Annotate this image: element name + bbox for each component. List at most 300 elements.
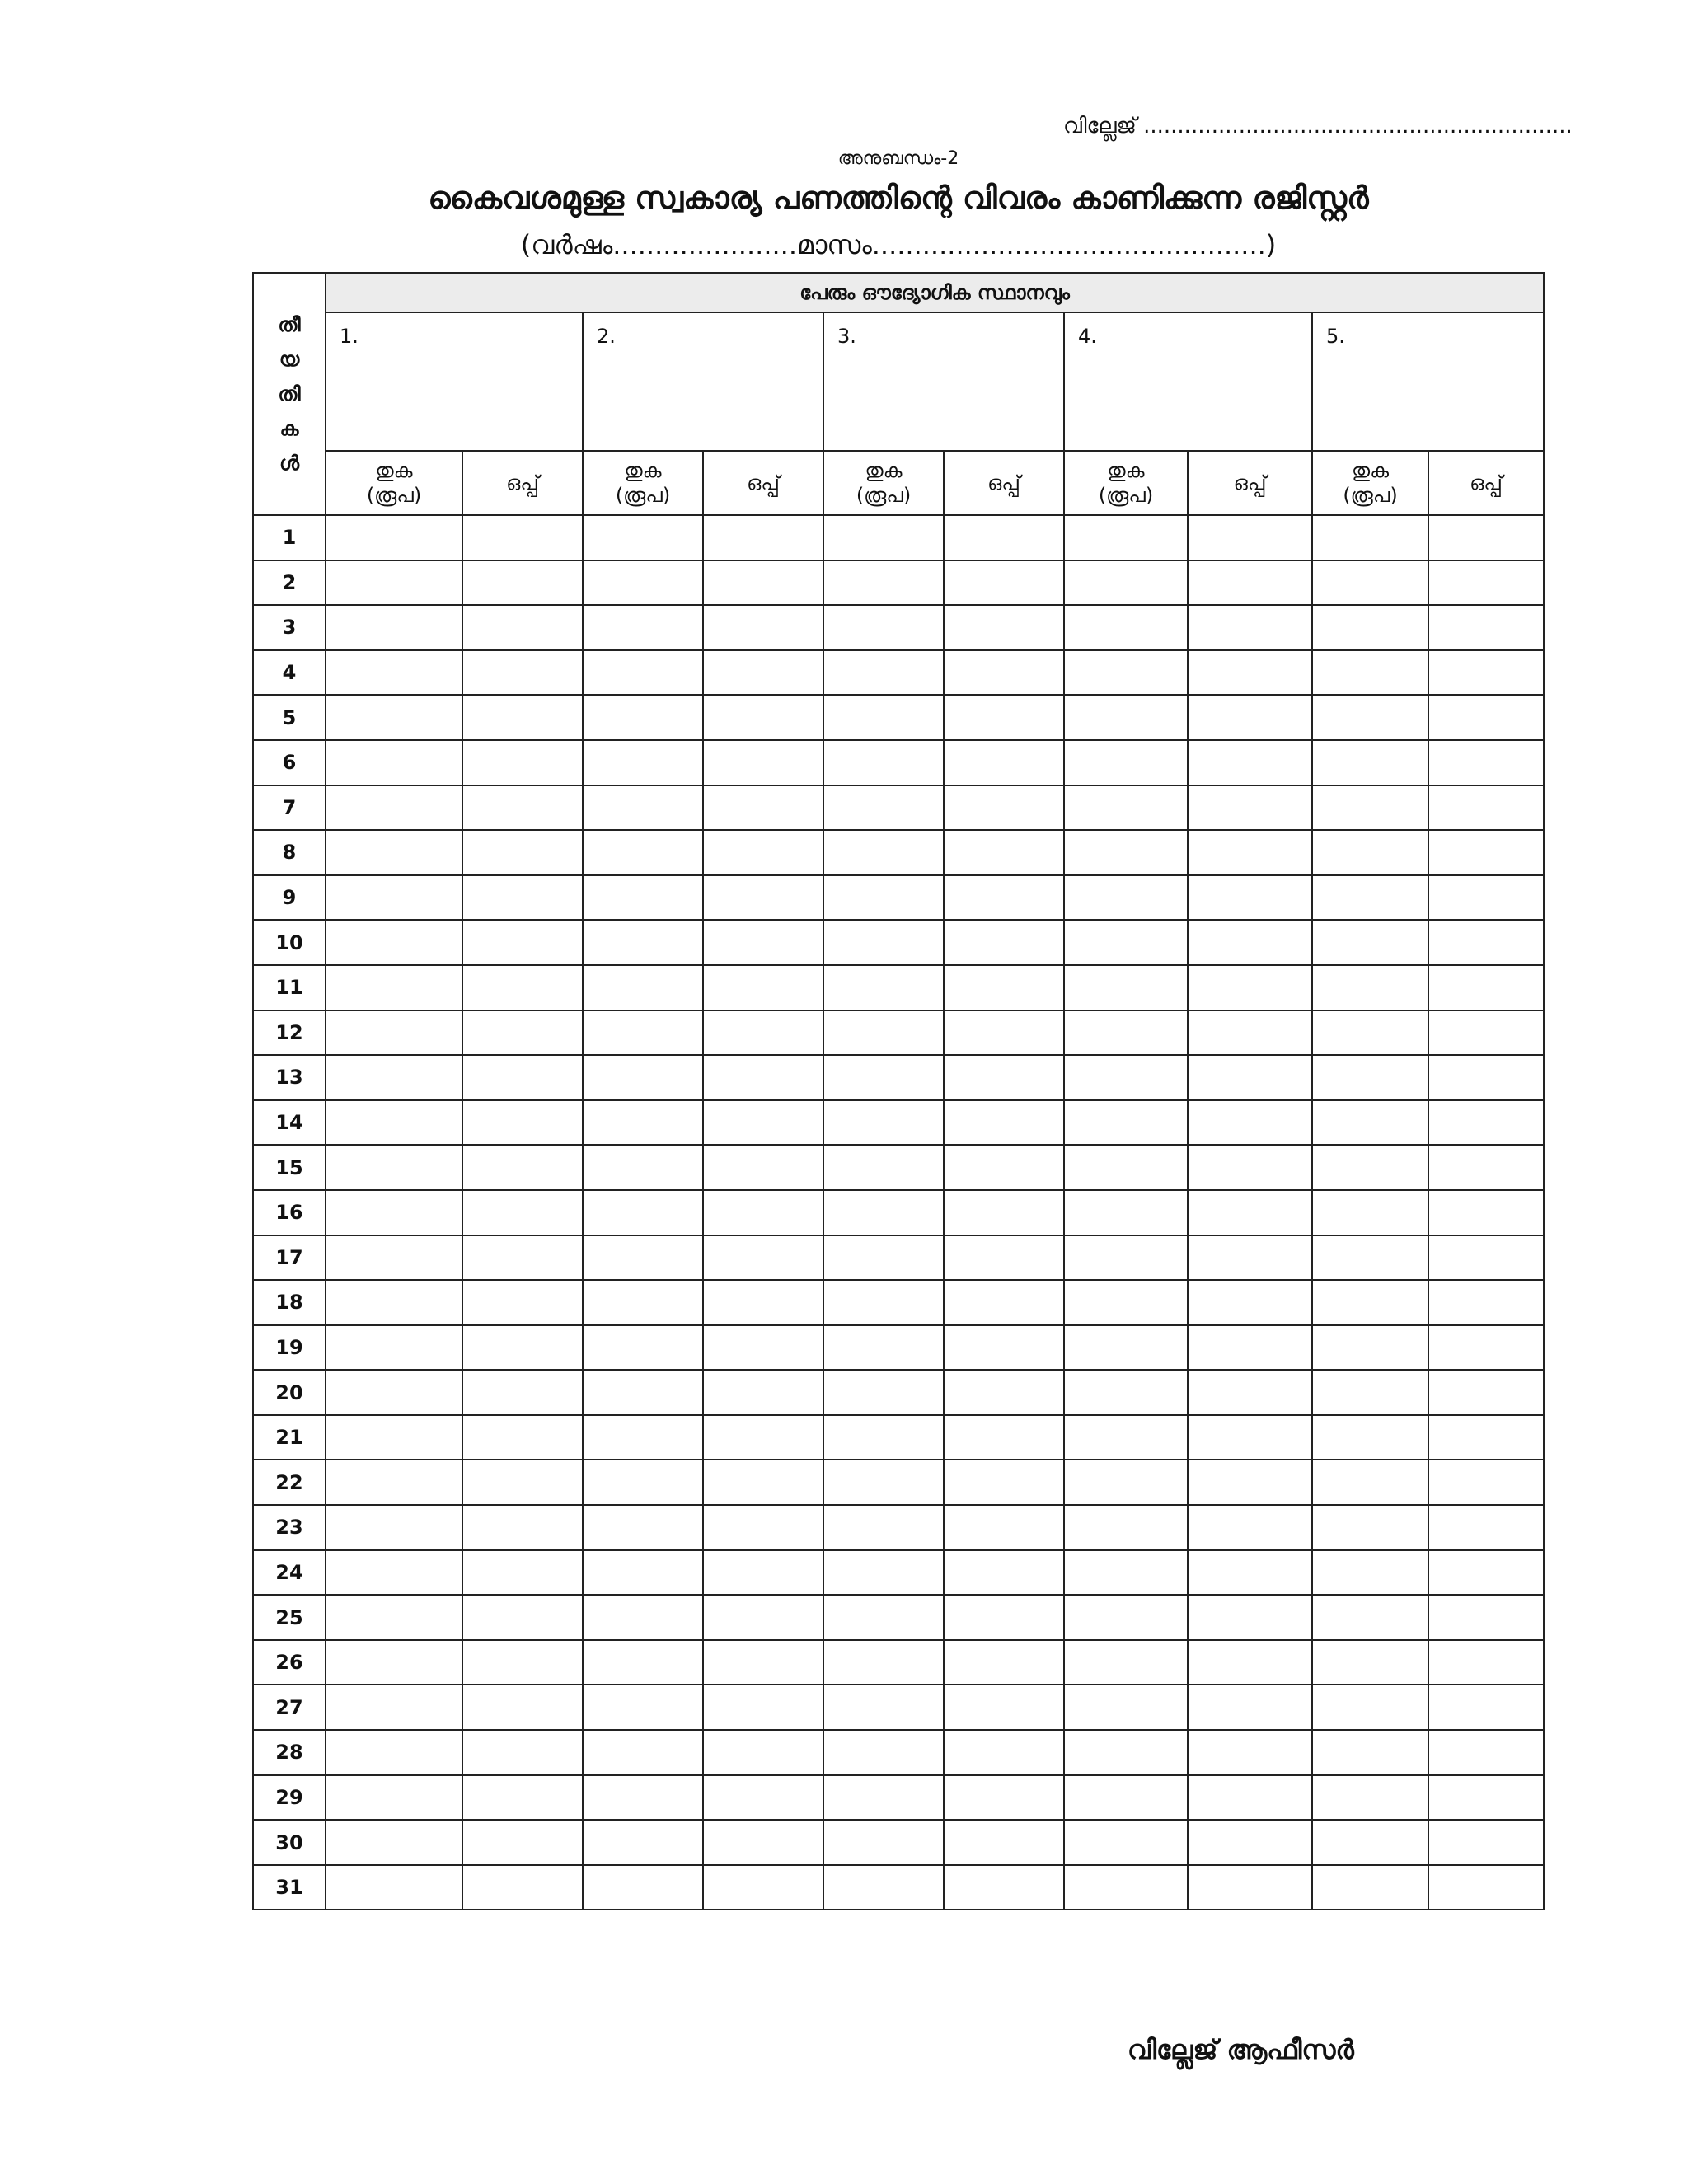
amount-cell[interactable] — [583, 1415, 703, 1460]
signature-cell[interactable] — [1428, 1865, 1544, 1910]
signature-cell[interactable] — [462, 1235, 583, 1281]
signature-cell[interactable] — [462, 1280, 583, 1325]
signature-cell[interactable] — [462, 1190, 583, 1235]
amount-cell[interactable] — [1064, 1325, 1188, 1371]
amount-cell[interactable] — [1064, 740, 1188, 785]
signature-cell[interactable] — [1428, 1595, 1544, 1640]
amount-cell[interactable] — [583, 515, 703, 560]
amount-cell[interactable] — [823, 1595, 944, 1640]
amount-cell[interactable] — [1064, 1685, 1188, 1730]
amount-cell[interactable] — [823, 1505, 944, 1550]
amount-cell[interactable] — [823, 920, 944, 965]
signature-cell[interactable] — [703, 875, 823, 921]
signature-cell[interactable] — [1188, 1820, 1312, 1865]
amount-cell[interactable] — [1064, 1280, 1188, 1325]
signature-cell[interactable] — [462, 695, 583, 740]
amount-cell[interactable] — [583, 920, 703, 965]
signature-cell[interactable] — [944, 1235, 1064, 1281]
signature-cell[interactable] — [703, 1460, 823, 1505]
amount-cell[interactable] — [1312, 1190, 1428, 1235]
amount-cell[interactable] — [583, 605, 703, 650]
amount-cell[interactable] — [326, 1550, 462, 1596]
amount-cell[interactable] — [326, 1415, 462, 1460]
amount-cell[interactable] — [1312, 560, 1428, 606]
amount-cell[interactable] — [1064, 1820, 1188, 1865]
amount-cell[interactable] — [1064, 1730, 1188, 1775]
signature-cell[interactable] — [703, 785, 823, 831]
signature-cell[interactable] — [703, 1730, 823, 1775]
amount-cell[interactable] — [1312, 515, 1428, 560]
signature-cell[interactable] — [1188, 740, 1312, 785]
amount-cell[interactable] — [1312, 1370, 1428, 1415]
signature-cell[interactable] — [703, 965, 823, 1010]
amount-cell[interactable] — [326, 1010, 462, 1056]
signature-cell[interactable] — [944, 1730, 1064, 1775]
signature-cell[interactable] — [703, 1280, 823, 1325]
signature-cell[interactable] — [462, 1415, 583, 1460]
amount-cell[interactable] — [823, 1550, 944, 1596]
signature-cell[interactable] — [944, 1010, 1064, 1056]
amount-cell[interactable] — [823, 605, 944, 650]
amount-cell[interactable] — [823, 1775, 944, 1821]
amount-cell[interactable] — [1312, 1010, 1428, 1056]
amount-cell[interactable] — [583, 1865, 703, 1910]
signature-cell[interactable] — [1428, 1010, 1544, 1056]
amount-cell[interactable] — [583, 1100, 703, 1146]
signature-cell[interactable] — [1428, 1505, 1544, 1550]
amount-cell[interactable] — [1064, 1370, 1188, 1415]
signature-cell[interactable] — [944, 650, 1064, 696]
amount-cell[interactable] — [1312, 875, 1428, 921]
amount-cell[interactable] — [1312, 1280, 1428, 1325]
signature-cell[interactable] — [1428, 1055, 1544, 1100]
amount-cell[interactable] — [1312, 1325, 1428, 1371]
signature-cell[interactable] — [462, 1685, 583, 1730]
amount-cell[interactable] — [1064, 1415, 1188, 1460]
signature-cell[interactable] — [703, 1865, 823, 1910]
signature-cell[interactable] — [703, 1325, 823, 1371]
amount-cell[interactable] — [1312, 1775, 1428, 1821]
amount-cell[interactable] — [583, 740, 703, 785]
signature-cell[interactable] — [703, 1055, 823, 1100]
signature-cell[interactable] — [1188, 1550, 1312, 1596]
amount-cell[interactable] — [326, 1865, 462, 1910]
amount-cell[interactable] — [326, 1145, 462, 1190]
amount-cell[interactable] — [583, 1055, 703, 1100]
amount-cell[interactable] — [823, 875, 944, 921]
signature-cell[interactable] — [1428, 1685, 1544, 1730]
signature-cell[interactable] — [1428, 1235, 1544, 1281]
signature-cell[interactable] — [1188, 1685, 1312, 1730]
signature-cell[interactable] — [703, 1145, 823, 1190]
amount-cell[interactable] — [583, 1325, 703, 1371]
signature-cell[interactable] — [1428, 920, 1544, 965]
amount-cell[interactable] — [1312, 920, 1428, 965]
amount-cell[interactable] — [1312, 1100, 1428, 1146]
amount-cell[interactable] — [1064, 1775, 1188, 1821]
signature-cell[interactable] — [462, 785, 583, 831]
signature-cell[interactable] — [1188, 1280, 1312, 1325]
amount-cell[interactable] — [823, 650, 944, 696]
amount-cell[interactable] — [823, 1190, 944, 1235]
amount-cell[interactable] — [823, 785, 944, 831]
signature-cell[interactable] — [462, 965, 583, 1010]
signature-cell[interactable] — [1428, 1280, 1544, 1325]
signature-cell[interactable] — [703, 1775, 823, 1821]
amount-cell[interactable] — [583, 1595, 703, 1640]
signature-cell[interactable] — [1428, 1415, 1544, 1460]
signature-cell[interactable] — [944, 1055, 1064, 1100]
signature-cell[interactable] — [462, 1505, 583, 1550]
amount-cell[interactable] — [326, 1775, 462, 1821]
amount-cell[interactable] — [823, 965, 944, 1010]
amount-cell[interactable] — [823, 1325, 944, 1371]
signature-cell[interactable] — [944, 1640, 1064, 1685]
amount-cell[interactable] — [823, 1730, 944, 1775]
signature-cell[interactable] — [944, 965, 1064, 1010]
signature-cell[interactable] — [1188, 1190, 1312, 1235]
signature-cell[interactable] — [703, 1640, 823, 1685]
signature-cell[interactable] — [1188, 1370, 1312, 1415]
signature-cell[interactable] — [703, 1415, 823, 1460]
amount-cell[interactable] — [583, 1505, 703, 1550]
signature-cell[interactable] — [462, 830, 583, 875]
signature-cell[interactable] — [944, 830, 1064, 875]
amount-cell[interactable] — [1312, 1550, 1428, 1596]
signature-cell[interactable] — [1188, 920, 1312, 965]
signature-cell[interactable] — [944, 515, 1064, 560]
signature-cell[interactable] — [462, 1865, 583, 1910]
amount-cell[interactable] — [583, 1280, 703, 1325]
signature-cell[interactable] — [462, 515, 583, 560]
amount-cell[interactable] — [583, 1730, 703, 1775]
amount-cell[interactable] — [583, 695, 703, 740]
amount-cell[interactable] — [1064, 1055, 1188, 1100]
signature-cell[interactable] — [1428, 1145, 1544, 1190]
amount-cell[interactable] — [326, 560, 462, 606]
amount-cell[interactable] — [326, 740, 462, 785]
amount-cell[interactable] — [583, 785, 703, 831]
signature-cell[interactable] — [944, 1505, 1064, 1550]
amount-cell[interactable] — [1312, 1505, 1428, 1550]
signature-cell[interactable] — [703, 1190, 823, 1235]
signature-cell[interactable] — [1188, 1460, 1312, 1505]
amount-cell[interactable] — [1064, 605, 1188, 650]
amount-cell[interactable] — [583, 1775, 703, 1821]
signature-cell[interactable] — [1188, 1730, 1312, 1775]
amount-cell[interactable] — [326, 1640, 462, 1685]
signature-cell[interactable] — [462, 1460, 583, 1505]
amount-cell[interactable] — [1064, 1865, 1188, 1910]
amount-cell[interactable] — [1064, 920, 1188, 965]
amount-cell[interactable] — [1064, 785, 1188, 831]
amount-cell[interactable] — [1064, 1145, 1188, 1190]
amount-cell[interactable] — [326, 965, 462, 1010]
signature-cell[interactable] — [944, 1865, 1064, 1910]
signature-cell[interactable] — [1428, 695, 1544, 740]
amount-cell[interactable] — [583, 830, 703, 875]
amount-cell[interactable] — [1312, 1820, 1428, 1865]
signature-cell[interactable] — [944, 605, 1064, 650]
signature-cell[interactable] — [462, 650, 583, 696]
signature-cell[interactable] — [1428, 740, 1544, 785]
amount-cell[interactable] — [1064, 695, 1188, 740]
signature-cell[interactable] — [462, 1010, 583, 1056]
signature-cell[interactable] — [462, 920, 583, 965]
amount-cell[interactable] — [326, 1820, 462, 1865]
amount-cell[interactable] — [1064, 1460, 1188, 1505]
amount-cell[interactable] — [1064, 1190, 1188, 1235]
signature-cell[interactable] — [1188, 1010, 1312, 1056]
amount-cell[interactable] — [1312, 1415, 1428, 1460]
amount-cell[interactable] — [326, 830, 462, 875]
signature-cell[interactable] — [703, 740, 823, 785]
signature-cell[interactable] — [1188, 1505, 1312, 1550]
amount-cell[interactable] — [823, 515, 944, 560]
signature-cell[interactable] — [462, 1550, 583, 1596]
amount-cell[interactable] — [583, 1370, 703, 1415]
signature-cell[interactable] — [1428, 1775, 1544, 1821]
amount-cell[interactable] — [823, 695, 944, 740]
amount-cell[interactable] — [583, 1010, 703, 1056]
amount-cell[interactable] — [1064, 560, 1188, 606]
signature-cell[interactable] — [462, 1640, 583, 1685]
signature-cell[interactable] — [1188, 1235, 1312, 1281]
amount-cell[interactable] — [583, 875, 703, 921]
signature-cell[interactable] — [1428, 515, 1544, 560]
signature-cell[interactable] — [944, 920, 1064, 965]
signature-cell[interactable] — [1188, 875, 1312, 921]
amount-cell[interactable] — [326, 875, 462, 921]
amount-cell[interactable] — [1064, 875, 1188, 921]
amount-cell[interactable] — [326, 695, 462, 740]
amount-cell[interactable] — [326, 1370, 462, 1415]
amount-cell[interactable] — [1312, 1460, 1428, 1505]
amount-cell[interactable] — [823, 1145, 944, 1190]
signature-cell[interactable] — [1188, 1415, 1312, 1460]
signature-cell[interactable] — [1428, 1550, 1544, 1596]
signature-cell[interactable] — [944, 1190, 1064, 1235]
signature-cell[interactable] — [1188, 1055, 1312, 1100]
signature-cell[interactable] — [944, 785, 1064, 831]
amount-cell[interactable] — [823, 1370, 944, 1415]
amount-cell[interactable] — [1312, 1640, 1428, 1685]
amount-cell[interactable] — [1064, 1640, 1188, 1685]
amount-cell[interactable] — [1064, 650, 1188, 696]
signature-cell[interactable] — [703, 515, 823, 560]
amount-cell[interactable] — [1064, 1550, 1188, 1596]
signature-cell[interactable] — [703, 1010, 823, 1056]
amount-cell[interactable] — [1064, 1505, 1188, 1550]
signature-cell[interactable] — [462, 740, 583, 785]
signature-cell[interactable] — [462, 1325, 583, 1371]
signature-cell[interactable] — [462, 1820, 583, 1865]
amount-cell[interactable] — [1064, 1235, 1188, 1281]
amount-cell[interactable] — [823, 1100, 944, 1146]
amount-cell[interactable] — [583, 1685, 703, 1730]
amount-cell[interactable] — [583, 1460, 703, 1505]
signature-cell[interactable] — [944, 1595, 1064, 1640]
signature-cell[interactable] — [462, 1145, 583, 1190]
signature-cell[interactable] — [1188, 560, 1312, 606]
signature-cell[interactable] — [703, 1685, 823, 1730]
signature-cell[interactable] — [1428, 1190, 1544, 1235]
signature-cell[interactable] — [1188, 1865, 1312, 1910]
amount-cell[interactable] — [1312, 1055, 1428, 1100]
signature-cell[interactable] — [944, 1685, 1064, 1730]
amount-cell[interactable] — [1312, 1145, 1428, 1190]
amount-cell[interactable] — [326, 515, 462, 560]
signature-cell[interactable] — [944, 695, 1064, 740]
amount-cell[interactable] — [326, 1685, 462, 1730]
signature-cell[interactable] — [703, 560, 823, 606]
amount-cell[interactable] — [326, 1100, 462, 1146]
amount-cell[interactable] — [326, 1595, 462, 1640]
amount-cell[interactable] — [1312, 1685, 1428, 1730]
amount-cell[interactable] — [1312, 605, 1428, 650]
amount-cell[interactable] — [326, 920, 462, 965]
amount-cell[interactable] — [1064, 515, 1188, 560]
signature-cell[interactable] — [1428, 965, 1544, 1010]
signature-cell[interactable] — [944, 1775, 1064, 1821]
amount-cell[interactable] — [583, 1820, 703, 1865]
amount-cell[interactable] — [583, 1145, 703, 1190]
signature-cell[interactable] — [703, 605, 823, 650]
signature-cell[interactable] — [462, 875, 583, 921]
signature-cell[interactable] — [1428, 1730, 1544, 1775]
signature-cell[interactable] — [1188, 1145, 1312, 1190]
amount-cell[interactable] — [823, 1415, 944, 1460]
signature-cell[interactable] — [944, 1100, 1064, 1146]
signature-cell[interactable] — [1188, 1640, 1312, 1685]
signature-cell[interactable] — [1428, 560, 1544, 606]
signature-cell[interactable] — [1188, 515, 1312, 560]
amount-cell[interactable] — [1312, 740, 1428, 785]
signature-cell[interactable] — [944, 1370, 1064, 1415]
amount-cell[interactable] — [326, 1730, 462, 1775]
amount-cell[interactable] — [823, 1685, 944, 1730]
signature-cell[interactable] — [1428, 1820, 1544, 1865]
amount-cell[interactable] — [1312, 1595, 1428, 1640]
signature-cell[interactable] — [944, 1145, 1064, 1190]
amount-cell[interactable] — [1312, 695, 1428, 740]
signature-cell[interactable] — [703, 920, 823, 965]
amount-cell[interactable] — [823, 1865, 944, 1910]
signature-cell[interactable] — [944, 560, 1064, 606]
signature-cell[interactable] — [703, 830, 823, 875]
amount-cell[interactable] — [1064, 1595, 1188, 1640]
signature-cell[interactable] — [944, 875, 1064, 921]
amount-cell[interactable] — [1312, 1235, 1428, 1281]
signature-cell[interactable] — [1428, 875, 1544, 921]
signature-cell[interactable] — [462, 1730, 583, 1775]
signature-cell[interactable] — [462, 1775, 583, 1821]
amount-cell[interactable] — [823, 1235, 944, 1281]
signature-cell[interactable] — [1188, 1595, 1312, 1640]
signature-cell[interactable] — [1188, 965, 1312, 1010]
signature-cell[interactable] — [1188, 1100, 1312, 1146]
signature-cell[interactable] — [944, 1550, 1064, 1596]
signature-cell[interactable] — [1188, 1775, 1312, 1821]
signature-cell[interactable] — [1428, 1325, 1544, 1371]
signature-cell[interactable] — [703, 1235, 823, 1281]
amount-cell[interactable] — [583, 965, 703, 1010]
amount-cell[interactable] — [1312, 1730, 1428, 1775]
signature-cell[interactable] — [944, 1280, 1064, 1325]
signature-cell[interactable] — [703, 650, 823, 696]
amount-cell[interactable] — [326, 1235, 462, 1281]
amount-cell[interactable] — [1312, 650, 1428, 696]
amount-cell[interactable] — [583, 650, 703, 696]
signature-cell[interactable] — [1188, 650, 1312, 696]
signature-cell[interactable] — [1428, 785, 1544, 831]
amount-cell[interactable] — [583, 1190, 703, 1235]
amount-cell[interactable] — [326, 1505, 462, 1550]
signature-cell[interactable] — [944, 1820, 1064, 1865]
signature-cell[interactable] — [1188, 830, 1312, 875]
amount-cell[interactable] — [823, 1640, 944, 1685]
signature-cell[interactable] — [944, 740, 1064, 785]
amount-cell[interactable] — [823, 1280, 944, 1325]
amount-cell[interactable] — [1064, 965, 1188, 1010]
amount-cell[interactable] — [823, 560, 944, 606]
signature-cell[interactable] — [462, 1055, 583, 1100]
signature-cell[interactable] — [1428, 830, 1544, 875]
amount-cell[interactable] — [326, 650, 462, 696]
amount-cell[interactable] — [1312, 785, 1428, 831]
amount-cell[interactable] — [823, 740, 944, 785]
signature-cell[interactable] — [703, 1820, 823, 1865]
amount-cell[interactable] — [326, 1280, 462, 1325]
amount-cell[interactable] — [326, 785, 462, 831]
amount-cell[interactable] — [326, 1055, 462, 1100]
signature-cell[interactable] — [462, 1370, 583, 1415]
signature-cell[interactable] — [703, 1370, 823, 1415]
amount-cell[interactable] — [326, 1460, 462, 1505]
amount-cell[interactable] — [823, 1010, 944, 1056]
amount-cell[interactable] — [823, 1055, 944, 1100]
amount-cell[interactable] — [326, 605, 462, 650]
amount-cell[interactable] — [1312, 965, 1428, 1010]
amount-cell[interactable] — [583, 1235, 703, 1281]
signature-cell[interactable] — [703, 1550, 823, 1596]
signature-cell[interactable] — [462, 1595, 583, 1640]
signature-cell[interactable] — [703, 695, 823, 740]
amount-cell[interactable] — [326, 1325, 462, 1371]
signature-cell[interactable] — [1188, 785, 1312, 831]
signature-cell[interactable] — [1428, 1100, 1544, 1146]
signature-cell[interactable] — [462, 1100, 583, 1146]
signature-cell[interactable] — [703, 1505, 823, 1550]
amount-cell[interactable] — [1064, 830, 1188, 875]
signature-cell[interactable] — [1428, 1640, 1544, 1685]
signature-cell[interactable] — [1428, 650, 1544, 696]
amount-cell[interactable] — [1312, 1865, 1428, 1910]
signature-cell[interactable] — [1428, 1370, 1544, 1415]
amount-cell[interactable] — [823, 1460, 944, 1505]
signature-cell[interactable] — [1188, 695, 1312, 740]
amount-cell[interactable] — [583, 1550, 703, 1596]
signature-cell[interactable] — [1188, 1325, 1312, 1371]
amount-cell[interactable] — [1064, 1010, 1188, 1056]
signature-cell[interactable] — [703, 1100, 823, 1146]
amount-cell[interactable] — [583, 1640, 703, 1685]
signature-cell[interactable] — [1428, 605, 1544, 650]
signature-cell[interactable] — [944, 1460, 1064, 1505]
amount-cell[interactable] — [1312, 830, 1428, 875]
signature-cell[interactable] — [462, 605, 583, 650]
signature-cell[interactable] — [462, 560, 583, 606]
